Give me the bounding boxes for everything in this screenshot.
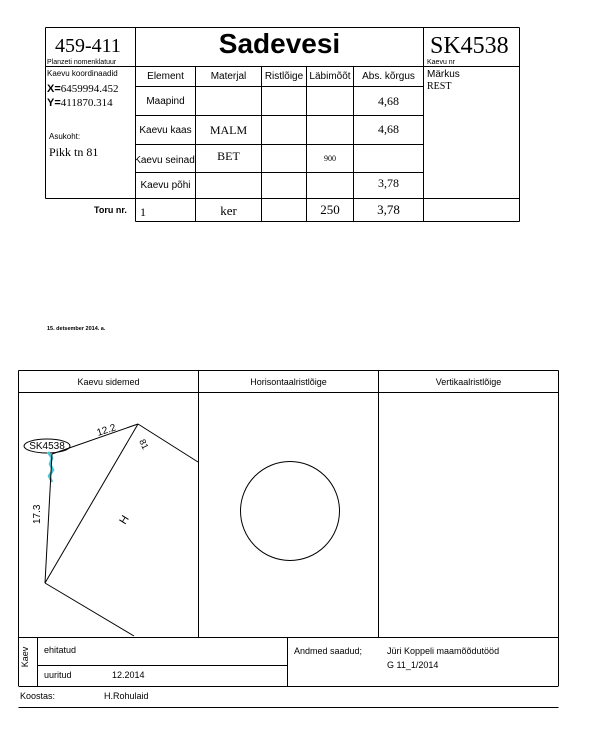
footer-author: H.Rohulaid [104, 691, 149, 701]
location-value: Pikk tn 81 [49, 145, 99, 159]
pipe-number: 1 [140, 205, 146, 219]
row-bottom-element: Kaevu põhi [140, 180, 191, 191]
pipe-material: ker [220, 203, 237, 218]
panel-vertical-title: Vertikaalristlõige [435, 377, 502, 387]
dim-left-label: 17.3 [32, 504, 43, 524]
row-walls-element: Kaevu seinad [134, 154, 195, 166]
row-lid-elevation: 4,68 [378, 121, 399, 136]
pipe-diameter: 250 [320, 202, 340, 217]
y-label: Y= [47, 97, 61, 109]
col-element: Element [147, 71, 184, 82]
col-material: Materjal [210, 71, 247, 82]
y-coordinate [47, 97, 113, 109]
footer-author-label: Koostas: [20, 691, 56, 701]
line-label: H [117, 513, 132, 527]
footer-status: ehitatud [44, 645, 77, 655]
footer-data-source: Jüri Koppeli maamõõdutööd [387, 646, 500, 656]
page-title: Sadevesi [218, 28, 341, 59]
diagram-panels [0, 360, 590, 750]
row-lid-element: Kaevu kaas [139, 124, 192, 136]
well-id: SK4538 [430, 33, 509, 59]
date-line: 15. detsember 2014. a. [47, 326, 106, 332]
row-bottom-elevation: 3,78 [378, 176, 399, 190]
coords-label: Kaevu koordinaadid [47, 69, 118, 78]
panel-connections-title: Kaevu sidemed [77, 377, 140, 387]
row-walls-material: BET [217, 148, 240, 163]
col-diameter: Läbimõõt [309, 71, 351, 82]
well-id-label: Kaevu nr [427, 59, 456, 66]
footer-data-label: Andmed saadud; [294, 646, 363, 656]
pipe-label: Toru nr. [94, 205, 127, 215]
col-elevation: Abs. kõrgus [362, 71, 415, 82]
row-maapind-elevation: 4,68 [378, 93, 399, 108]
well-section-circle [241, 462, 340, 561]
connection-line-bottom [45, 583, 134, 636]
row-lid-material: MALM [209, 122, 248, 137]
footer-surveyed-label: uuritud [44, 670, 72, 680]
dim-right-label: 81 [137, 437, 151, 451]
remarks-value: REST [427, 81, 452, 92]
col-cross-section: Ristlõige [264, 71, 304, 82]
well-tag-label: SK4538 [29, 441, 65, 452]
pipe-elevation: 3,78 [377, 202, 400, 217]
remarks-label: Märkus [427, 69, 460, 80]
x-label: X= [47, 83, 61, 95]
row-maapind-element: Maapind [146, 95, 185, 107]
location-label: Asukoht: [49, 132, 81, 141]
panel-horizontal-title: Horisontaalristlõige [250, 377, 327, 387]
dim-top-label: 12.2 [95, 422, 118, 439]
footer-side-label: Kaev [20, 646, 30, 668]
footer-data-ref: G 11_1/2014 [387, 660, 439, 670]
sheet-number: 459-411 [55, 35, 121, 57]
x-coordinate [47, 83, 119, 95]
footer-surveyed-date: 12.2014 [112, 670, 145, 680]
x-value: 6459994.452 [60, 83, 119, 95]
row-walls-diameter: 900 [324, 153, 336, 163]
well-connections-sketch [24, 422, 198, 636]
connection-line-left [45, 454, 52, 583]
sheet-number-label: Planzeti nomenklatuur [47, 59, 117, 66]
y-value: 411870.314 [60, 97, 113, 109]
